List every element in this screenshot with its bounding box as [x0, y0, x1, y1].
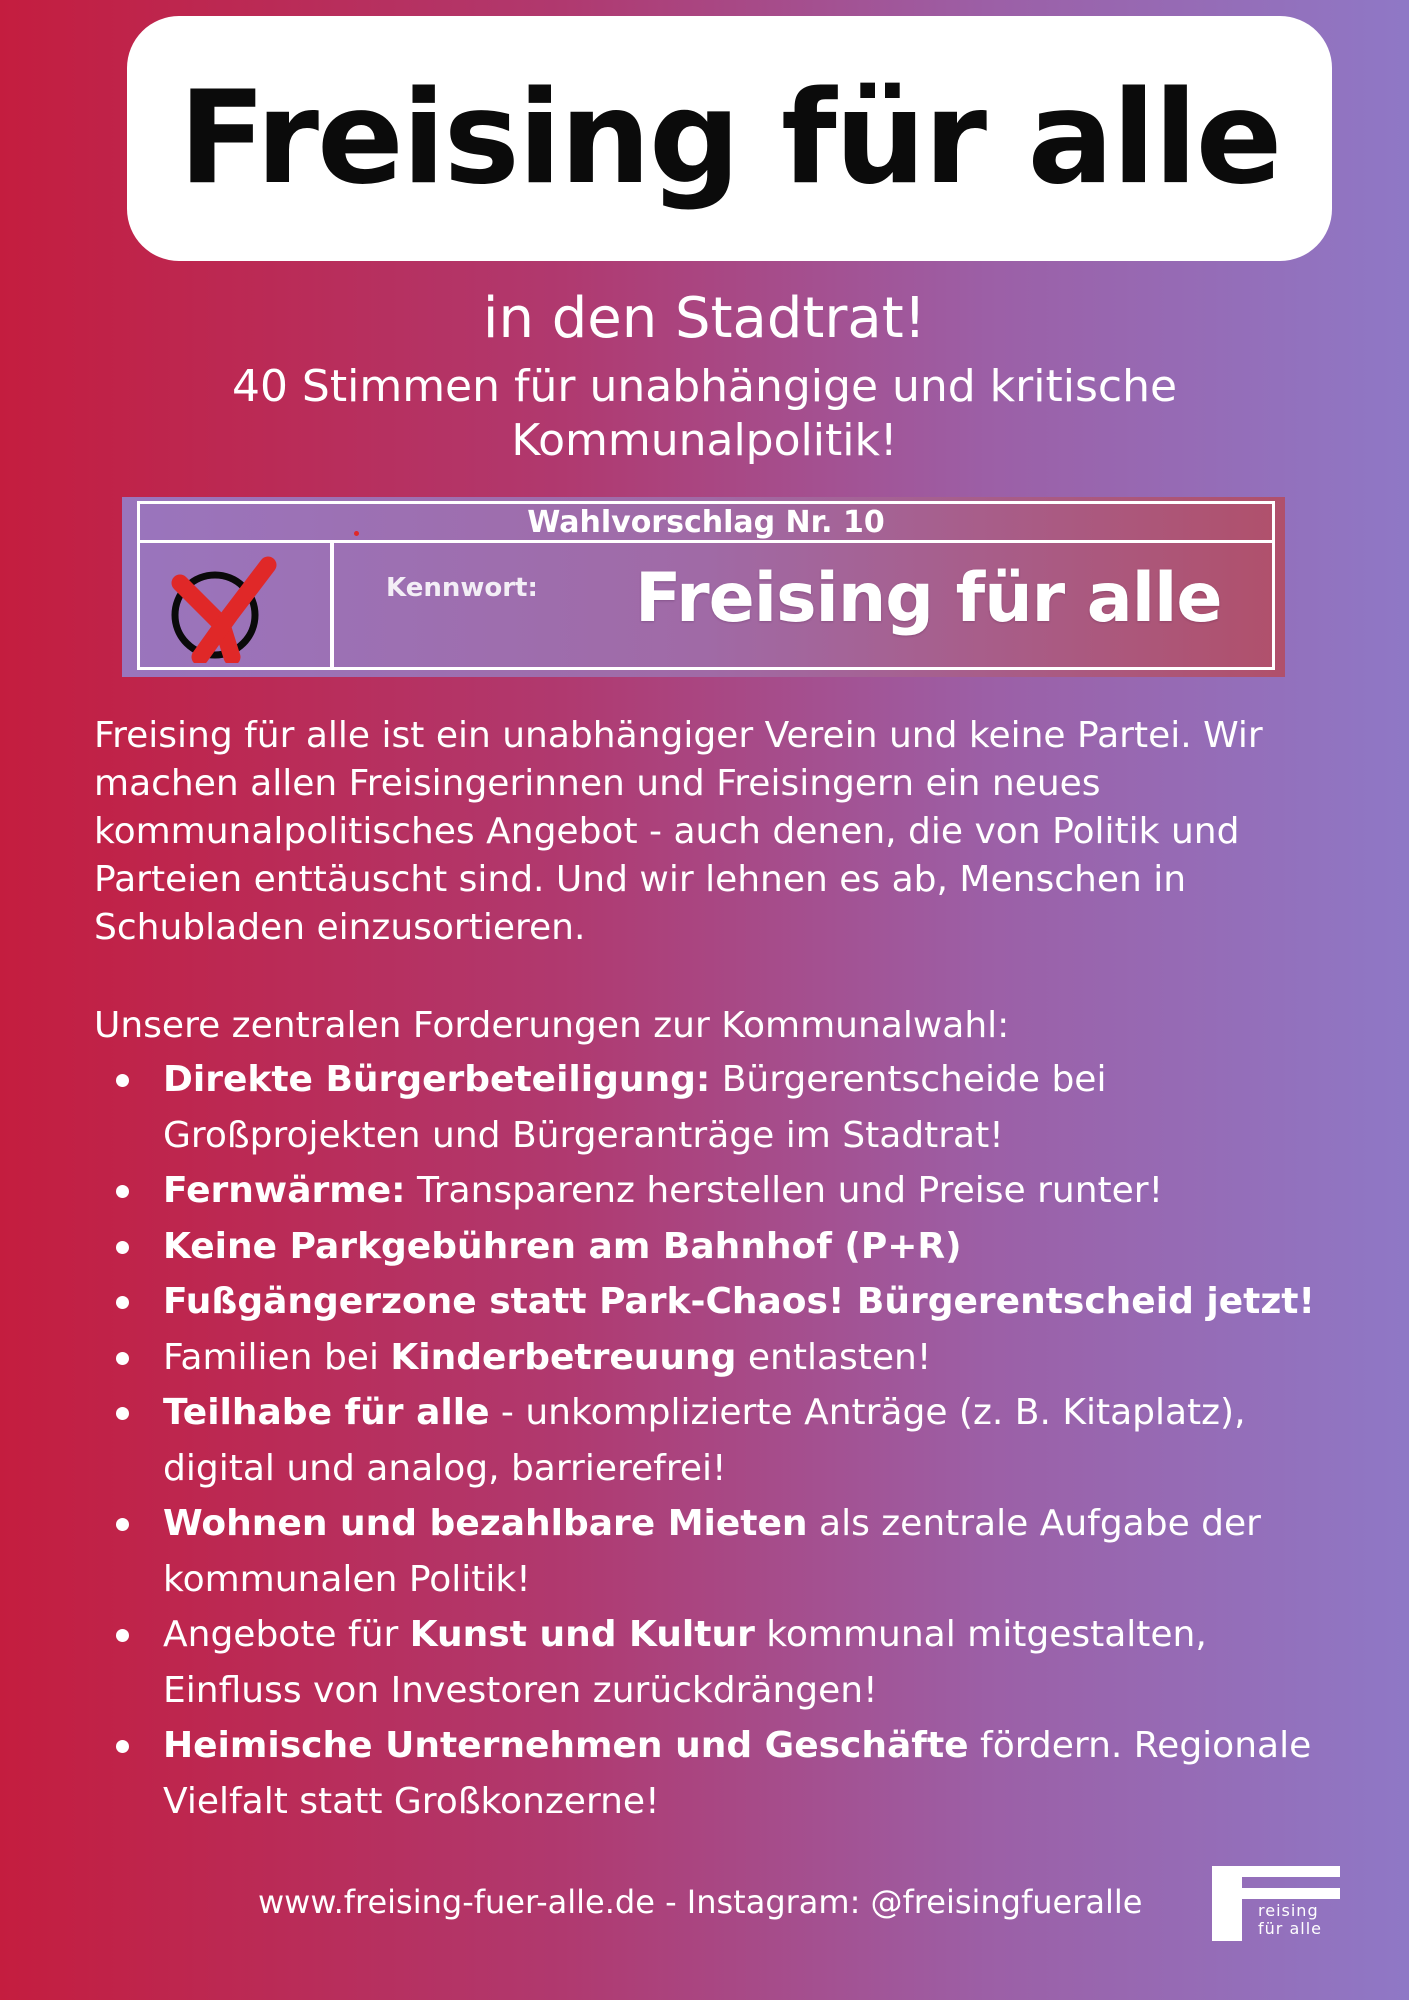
- demand-item: [94, 1163, 1344, 1219]
- tagline: [127, 360, 1282, 467]
- demand-bold: Kinderbetreuung: [390, 1336, 737, 1378]
- kennwort-value: Freising für alle: [635, 559, 1222, 638]
- demand-bold: Heimische Unternehmen und Geschäfte: [163, 1725, 969, 1766]
- demand-text-post: - unkomplizierte Anträge (z. B. Kitaplatz), digital und analog, barrierefrei!: [163, 1392, 1246, 1489]
- demand-item: [94, 1385, 1344, 1496]
- demand-item: [94, 1330, 1344, 1386]
- demand-text-post: entlasten!: [736, 1336, 932, 1378]
- ballot-body: [137, 543, 1275, 670]
- subtitle: in den Stadtrat!: [482, 286, 927, 351]
- demand-bold: Teilhabe für alle: [163, 1392, 490, 1433]
- kennwort-label: Kennwort:: [386, 573, 538, 603]
- ballot-red-dot: [354, 531, 359, 536]
- demand-item: [94, 1718, 1344, 1829]
- demand-bold: Direkte Bürgerbeteiligung:: [163, 1059, 711, 1100]
- demand-text-post: kommunal mitgestalten, Einfluss von Investoren zurückdrängen!: [163, 1614, 1207, 1711]
- tagline-line-2: Kommunalpolitik!: [511, 414, 898, 466]
- demand-item: [94, 1607, 1344, 1718]
- intro-paragraph: [94, 712, 1344, 952]
- ballot-graphic: [122, 497, 1285, 677]
- ballot-cross-icon: [160, 553, 295, 663]
- demand-text-pre: Angebote für: [163, 1614, 410, 1655]
- logo-text-line-2: für alle: [1258, 1919, 1322, 1938]
- ballot-heading: Wahlvorschlag Nr. 10: [137, 501, 1275, 543]
- demand-item: [94, 1052, 1344, 1163]
- demand-item: [94, 1274, 1344, 1330]
- demand-bold: Fußgängerzone statt Park-Chaos! Bürgerentscheid jetzt!: [163, 1281, 1315, 1322]
- demand-text-pre: Familien bei: [163, 1336, 391, 1378]
- footer-contact: www.freising-fuer-alle.de - Instagram: @freisingfueralle: [258, 1883, 1143, 1921]
- demand-bold: Kunst und Kultur: [409, 1614, 755, 1655]
- demand-text-post: Transparenz herstellen und Preise runter!: [405, 1170, 1164, 1211]
- demand-text-post: fördern. Regionale Vielfalt statt Großkonzerne!: [163, 1725, 1312, 1822]
- logo-text: [1258, 1902, 1322, 1938]
- demand-item: [94, 1496, 1344, 1607]
- demand-bold: Fernwärme:: [163, 1170, 406, 1211]
- tagline-line-1: 40 Stimmen für unabhängige und kritische: [231, 361, 1178, 412]
- demand-bold: Keine Parkgebühren am Bahnhof (P+R): [163, 1225, 962, 1267]
- ballot-divider: [330, 543, 334, 667]
- demands-heading: Unsere zentralen Forderungen zur Kommunalwahl:: [94, 1005, 1010, 1046]
- demands-list: [94, 1052, 1344, 1829]
- demand-text-post: als zentrale Aufgabe der kommunalen Politik!: [163, 1503, 1261, 1600]
- page-title: Freising für alle: [178, 63, 1281, 213]
- demand-item: [94, 1219, 1344, 1275]
- title-banner: [127, 16, 1332, 261]
- logo-text-line-1: reising: [1258, 1901, 1319, 1920]
- demand-bold: Wohnen und bezahlbare Mieten: [163, 1503, 808, 1544]
- intro-text: Freising für alle ist ein unabhängiger Verein und keine Partei. Wir machen allen Freisingerinnen und Freisingern ein neues kommunalpolitisches Angebot - auch denen, die von Politik und Parteien enttäuscht sind. Und wir lehnen es ab, Menschen in Schubladen einzusortieren.: [94, 715, 1263, 948]
- freising-fuer-alle-logo: [1212, 1866, 1340, 1941]
- demand-text-post: Bürgerentscheide bei Großprojekten und Bürgeranträge im Stadtrat!: [163, 1059, 1107, 1156]
